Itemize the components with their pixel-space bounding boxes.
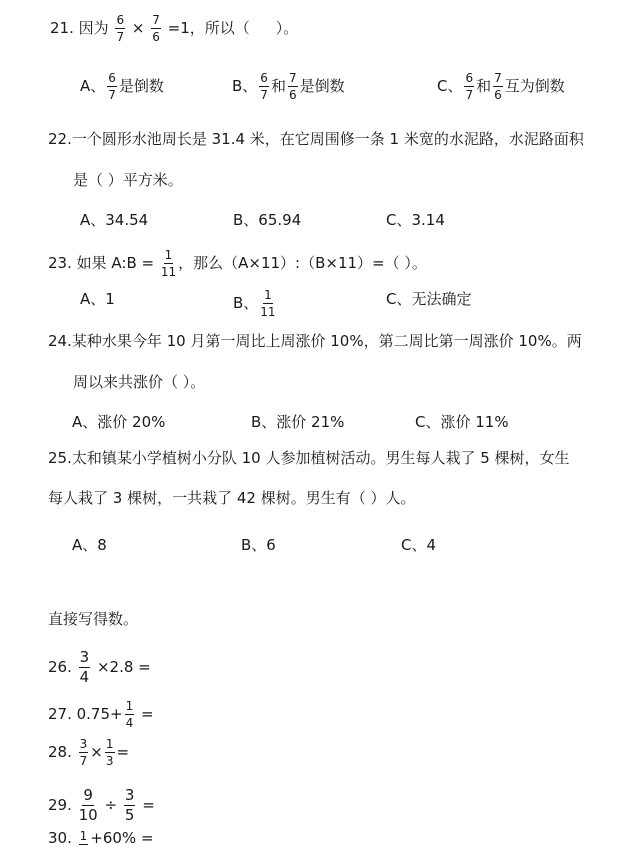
q23-option-c: C、无法确定 (386, 290, 472, 308)
q21-a-fraction: $\frac{6}{7}$ (108, 71, 116, 102)
q26-fraction: $\frac{3}{4}$ (79, 648, 90, 686)
q23-tail: ，那么（A×11）:（B×11）=（ ）。 (178, 254, 427, 272)
q21-equals: =1，所以（ (167, 19, 250, 37)
calc-29: 29. $\frac{9}{10}$ ÷ $\frac{3}{5}$ = (48, 786, 155, 824)
q24-option-c: C、涨价 11% (415, 413, 509, 431)
q23-option-a: A、1 (80, 290, 115, 308)
question-23 (48, 249, 427, 278)
q24-line-1: 24.某种水果今年 10 月第一周比上周涨价 10%，第二周比第一周涨价 10%。两 (48, 332, 582, 350)
q29-fraction-2: $\frac{3}{5}$ (124, 786, 135, 824)
calc-28: 28. $\frac{3}{7}$ × $\frac{1}{3}$ = (48, 737, 130, 768)
q21-close: ）。 (275, 19, 299, 37)
q21-c-fraction-1: $\frac{6}{7}$ (465, 71, 474, 102)
question-21 (50, 14, 298, 43)
q23-b-fraction: $\frac{1}{11}$ (260, 288, 276, 319)
q25-option-b: B、6 (241, 536, 276, 554)
q28-fraction-1: $\frac{3}{7}$ (79, 737, 88, 768)
section-title: 直接写得数。 (48, 610, 139, 628)
q21-option-a: A、 $\frac{6}{7}$ 是倒数 (80, 71, 164, 102)
q21-times: × (131, 19, 145, 37)
calc-27: 27. 0.75+ $\frac{1}{4}$ = (48, 699, 154, 730)
q22-line-2: 是（ ）平方米。 (73, 171, 183, 189)
calc-30: 30. 1 +60% = (48, 829, 154, 847)
q21-lead: 因为 (78, 19, 109, 37)
q28-fraction-2: $\frac{1}{3}$ (105, 737, 114, 768)
q27-fraction: $\frac{1}{4}$ (125, 699, 134, 730)
q21-option-b: B、 $\frac{6}{7}$ 和 $\frac{7}{6}$ 是倒数 (232, 71, 345, 102)
q21-fraction-1: $\frac{6}{7}$ (116, 13, 125, 44)
q21-b-fraction-2: $\frac{7}{6}$ (288, 71, 297, 102)
q21-option-c: C、 $\frac{6}{7}$ 和 $\frac{7}{6}$ 互为倒数 (437, 71, 565, 102)
q22-line-1: 22.一个圆形水池周长是 31.4 米，在它周围修一条 1 米宽的水泥路，水泥路面积 (48, 130, 584, 148)
q24-line-2: 周以来共涨价（ ）。 (73, 373, 206, 391)
q21-c-fraction-2: $\frac{7}{6}$ (494, 71, 502, 102)
calc-26: 26. $\frac{3}{4}$ ×2.8 = (48, 648, 151, 686)
q23-fraction: $\frac{1}{11}$ (160, 248, 177, 279)
q24-option-b: B、涨价 21% (251, 413, 345, 431)
q30-fraction: 1 (79, 829, 88, 843)
q22-option-c: C、3.14 (386, 211, 445, 229)
q21-fraction-2: $\frac{7}{6}$ (152, 13, 160, 44)
q23-option-b: B、 $\frac{1}{11}$ (233, 288, 276, 319)
q21-b-fraction-1: $\frac{6}{7}$ (260, 71, 268, 102)
q22-option-a: A、34.54 (80, 211, 149, 229)
q24-option-a: A、涨价 20% (72, 413, 166, 431)
q25-line-1: 25.太和镇某小学植树小分队 10 人参加植树活动。男生每人栽了 5 棵树，女生 (48, 449, 570, 467)
q21-number: 21. (50, 19, 74, 37)
q25-line-2: 每人栽了 3 棵树，一共栽了 42 棵树。男生有（ ）人。 (48, 489, 416, 507)
q22-option-b: B、65.94 (233, 211, 302, 229)
q29-fraction-1: $\frac{9}{10}$ (78, 786, 98, 824)
q23-lead: 23. 如果 A:B = (48, 254, 155, 272)
q25-option-c: C、4 (401, 536, 437, 554)
q25-option-a: A、8 (72, 536, 107, 554)
